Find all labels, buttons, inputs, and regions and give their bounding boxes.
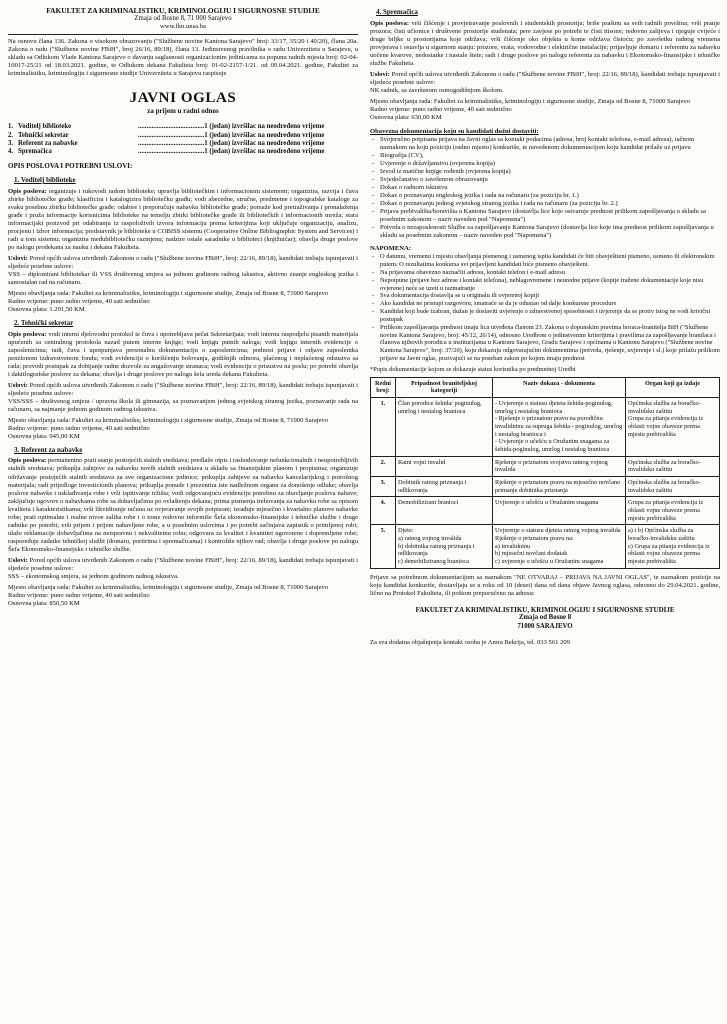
table-header: Pripadnost braniteljskoj kategoriji (396, 377, 493, 397)
footer-faculty-name: FAKULTET ZA KRIMINALISTIKU, KRIMINOLOGIJU I SIGURNOSNE STUDIJE (415, 605, 675, 614)
footer-street: Zmaja od Bosne 8 (518, 614, 572, 622)
position-2-salary: Osnovna plata: 945,00 KM (8, 432, 80, 440)
list-item: - Ako kandidat ne pristupi razgovoru, smatraće se da je odustao od dalje konkursne procedure (370, 300, 720, 308)
position-4-description: Opis poslova: vrši čišćenje i provjetravanje poslovnih i studentskih prostorija; briše prašinu sa svih radnih površina; vrši pranje prozora; čisti učionice i društvene prostorije studenata; pere zavjese po potrebi te čisti itisone; redovno zalijeva i njeguje cvijeće i druge biljke u prostorijama koje održava; vrši čišćenje oko objekta u kome održava čistoću; po završetku radnog vremena provjerava i ostavlja u sigurnom stanju: prozore, vrata, vodovodne i električne instalacije; prijavljuje domaru i referentu za nabavku uočene kvarove, nedostatke i nastale štete; radi i druge poslove po nalogu referenta za nabavku i Ekonomsko-finansijske i tehničke službe Fakulteta. (370, 19, 720, 67)
position-1-conditions: Uslovi: Pored općih uslova utvrđenih Zakonom o radu ("Službene novine FBiH", broj: 22/16, 89/18), kandidati trebaju ispunjavati i sljedeće posebne uslove: (8, 254, 358, 270)
list-item: - Potvrda o nezaposlenosti Službe za zapošljavanje Kantona Sarajevo (dostavlja lice koje ima prednost prilikom zapošljavanja u skladu sa posebnim zakonom – naziv naveden pod "Napomena") (370, 224, 720, 240)
position-2-hours: Radno vrijeme: puno radno vrijeme, 40 sati sedmično (8, 424, 150, 432)
documents-list (370, 136, 720, 240)
footer-contact: Za sva dodatna objašnjenja kontakt osoba je Amra Bekrija, tel. 033 561 209 (370, 638, 570, 646)
page-subtitle: za prijem u radni odnos (147, 106, 219, 115)
table-cell: 3. (371, 476, 396, 496)
table-row (371, 497, 720, 525)
position-2-conditions: Uslovi: Pored općih uslova utvrđenih Zakonom o radu ("Službene novine FBiH", broj: 22/16, 89/18), kandidati trebaju ispunjavati i sljedeće posebne uslove: (8, 381, 358, 397)
table-cell: Član porodice šehida/ poginulog, umrlog i nestalog branioca (396, 397, 493, 456)
table-cell: Uvjerenje o učešću u Oružanim snagama (493, 497, 626, 525)
position-3-location: Mjesto obavljanja rada: Fakultet za kriminalistiku, kriminologiju i sigurnosne studije, Zmaja od Bosne 8, 71000 Sarajevo (8, 583, 329, 591)
position-number: 2. (8, 131, 14, 139)
list-item: - Biografija (CV), (370, 152, 720, 160)
list-item: - Dokaz o poznavanju engleskog jezika i rada na računaru (za poziciju br. 1.) (370, 192, 720, 200)
section-heading: OPIS POSLOVA I POTREBNI USLOVI: (8, 162, 133, 171)
page-title: JAVNI OGLAS (129, 89, 237, 106)
position-3-conditions-detail: SSS – ekonomskog smjera, sa jednom godinom radnog iskustva. (8, 572, 179, 580)
positions-list (8, 123, 358, 156)
right-column (370, 6, 720, 650)
documents-heading: Obavezna dokumentacija koju su kandidati dužni dostaviti: (370, 127, 539, 135)
table-header-row (371, 377, 720, 397)
table-header: Naziv dokaza - dokumenta (493, 377, 626, 397)
intro-paragraph: Na osnovu člana 136. Zakona o visokom obrazovanju ("Službene novine Kantona Sarajevo" broj: 33/17, 35/20 i 40/20), člana 20a. Zakona o radu ("Službene novine FBiH", broj 26/16, 89/18), člana 13. Jedinstvenog pravilnika o radu Univerziteta u Sarajevu, u skladu sa Odlukom Vlade Kantona Sarajevo o davanju saglasnosti organizacionim jedinicama za popunu radnih mjesta broj: 02-04-10017-25/21 od 18.03.2021. godine, te Odlukom dekana Fakulteta broj: 01-02-2157-1/21. od 09.04.2021. godine, Fakultet za kriminalistiku, kriminologiju i sigurnosne studije Univerziteta u Sarajevu raspisuje (8, 38, 358, 78)
position-1-location: Mjesto obavljanja rada: Fakultet za kriminalistiku, kriminologiju i sigurnosne studije, Zmaja od Bosne 8, 71000 Sarajevo (8, 289, 329, 297)
position-item (8, 148, 358, 156)
list-item: - Dokaz o poznavanju jednog svjetskog stranog jezika i rada na računaru (za poziciju br. 2.) (370, 200, 720, 208)
table-cell: Dobitnik ratnog priznanja i odlikovanja (396, 476, 493, 496)
table-row (371, 456, 720, 476)
position-2-location: Mjesto obavljanja rada: Fakultet za kriminalistiku, kriminologiju i sigurnosne studije, Zmaja od Bosne 8, 71000 Sarajevo (8, 416, 329, 424)
position-name: Referent za nabavke (18, 139, 78, 147)
position-3-heading: 3. Referent za nabavke (14, 445, 83, 454)
position-text: .......................................1 (jedan) izvršilac na neodređeno vrijeme (138, 123, 325, 131)
position-4-conditions-detail: NK radnik, sa završenom osmogodišnjom školom. (370, 86, 504, 94)
position-number: 4. (8, 148, 14, 156)
table-header: Organ koji ga izdaje (626, 377, 720, 397)
table-note: *Popis dokumentacije kojom se dokazuje status korisnika po predmetnoj Uredbi (370, 365, 576, 373)
table-cell: 2. (371, 456, 396, 476)
position-text: .......................................1 (jedan) izvršilac na neodređeno vrijeme (138, 148, 325, 156)
left-column (8, 6, 358, 611)
list-item: - Prijava prebivališta/boravišta u Kantonu Sarajevo (dostavlja lice koje ostvaruje prednost prilikom zapošljavanja u skladu sa posebnim zakonom – naziv naveden pod "Napomena") (370, 208, 720, 224)
table-cell: Uvjerenje o statusu djeteta ratnog vojnog invalida Rješenje o priznatom pravu na: a) invalidninu b) mjesečni novčani dodatak c) uvjerenje o učešću u Oružanim snagama (493, 525, 626, 568)
header-divider (8, 34, 358, 35)
faculty-url[interactable]: www.fkn.unsa.ba (160, 23, 206, 31)
list-item: - Sva dokumentacija dostavlja se u originalu ili ovjerenoj kopiji (370, 292, 720, 300)
list-item: - Uvjerenje o državljanstvu (ovjerena kopija) (370, 160, 720, 168)
position-4-heading: 4. Spremačica (376, 8, 418, 16)
position-item (8, 123, 358, 131)
position-number: 1. (8, 123, 14, 131)
faculty-address: Zmaja od Bosne 8, 71 000 Sarajevo (134, 15, 232, 23)
note-list (370, 253, 720, 362)
position-1-hours: Radno vrijeme: puno radno vrijeme, 40 sati sedmično (8, 297, 150, 305)
list-item: - Svojeručno potpisana prijava na Javni oglas sa kontakt podacima (adresa, broj kontakt telefona, e-mail adresa), tačnom naznakom na koju poziciju (radno mjesto) konkuriše, te navedenom dokumentacijom koju kandidat prilaže uz prijavu (370, 136, 720, 152)
table-cell: Općinska služba za boračko-invalidsku zaštitu Grupa za pitanja evidencija iz oblasti vojne obaveze prema mjestu prebivališta (626, 397, 720, 456)
position-name: Spremačica (18, 148, 52, 156)
table-cell: 5. (371, 525, 396, 568)
position-item (8, 140, 358, 148)
table-header: Redni broj: (371, 377, 396, 397)
position-3-salary: Osnovna plata: 850,50 KM (8, 599, 80, 607)
note-heading: NAPOMENA: (370, 245, 412, 253)
table-cell: 4. (371, 497, 396, 525)
position-name: Voditelj biblioteke (18, 123, 72, 131)
list-item: - Nepotpune (prijave bez adrese i kontakt telefona), neblagovremene i neuredne prijave (kopije tražene dokumentacije koje nisu ovjerene) neće se uzeti u razmatranje (370, 277, 720, 293)
position-1-conditions-detail: VSS – diplomirani bibliotekar ili VSS društvenog smjera sa jednom godinom radnog iskustva, aktivno znanje engleskog jezika i samostalan rad na računaru. (8, 270, 358, 286)
position-number: 3. (8, 139, 14, 147)
position-3-description: Opis poslova: permanentno prati stanje postojećih stalnih sredstava; predlaže otpis i rashodovanje nefunkcionalnih i neupotrebljivih stalnih sredstava; prikuplja zahtjeve za nabavku novih stalnih sredstava u skladu sa finansijskim planom i propisima; organizuje održavanje postojećih stalnih sredstava za sve organizacione jedinice; prikuplja zahtjeve za nabavku kancelarijskog i potrošnog materijala; radi prijedloge investicionih planova; prikuplja ponude i prezentira iste nadležnom organu za donošenje odluke; obavlja poslove nabavke i usklađivanja robe i vrši ispitivanje tržišta; vodi odgovarajuću evidenciju potrebnu za obavljanje poslova nabave; zaključuje ugovore o nabavkama robe sa dobavljačima po ovlaštenju dekana; prima pismenja trebovanja za nabavku robe sa opisom kvaliteta i karakteristikama; vrši likvidiranje računa uz ovjeravanje svojih potpisom; izrađuje mjesečno i kvartalno planove nabavke robe; prati optimalne i realne nivoe zaliha robe i o tome redovno informiše Šefa ekonomsko-finansijske i tehničke službe i druge radnike po potrebi; vrši prijem i prijem nabavljene robe, a u posebnim uslovima i po potrebi sačinjava zapisnik o primljenoj robi; ulaže reklamacije dobavljačima na neispravnu i nekvalitetnu robu; odgovara za kvalitet i kvantitet ugovorene i dopremljene robe; raspoređuje zadatke tehničkoj službi (domaru, portirima i spremačicama) i kontroliše njihov rad; obavlja i druge poslove po nalogu Šefa Ekonomsko-finansijske i tehničke službe. (8, 457, 358, 553)
position-2-conditions-detail: VSS/SSS – društvenog smjera / upravna škola ili gimnazija, sa poznavanjem jednog svjetskog stranog jezika, poznavanje rada na računaru, sa najmanje jednom godinom radnog iskustva. (8, 397, 358, 413)
position-2-description: Opis poslova: vodi interni djelovodni protokol te čuva i upotrebljava pečat Sekretarijata; vodi internu raspodjelu pisanih materijala upućenih sa centralnog protokola nazad putem interne knjige; vodi knjigu putnih naloga; vodi knjigu internih evidencije o zaposlenicima; radi, čuva i upotpunjava personalnu dokumentaciju o zaposlenicima; podnosi prijave i odjave zaposlenika penzionom izdravstvenom fondu; vodi evidenciju o korišćenju bolovanja, godišnjih odmora, plaćenog i neplaćenog odsustva sa rada; provodi postupak za dobijanje radne dozvole za angažovanje stranaca; vodi evidenciju o prisustvu na poslu; po potrebi obavlja i daktilografske poslove za dekana; obavlja i druge poslove po nalogu šefa ureda dekana Fakulteta. (8, 330, 358, 378)
list-item: - Svjedočanstvo o završenom obrazovanju (370, 176, 720, 184)
position-4-hours: Radno vrijeme: puno radno vrijeme, 40 sati sedmično (370, 105, 512, 113)
table-cell: 1. (371, 397, 396, 456)
table-cell: Demobilizirani branioci (396, 497, 493, 525)
position-3-conditions: Uslovi: Pored općih uslova utvrđenih Zakonom o radu ("Službene novine FBiH", broj: 22/16, 89/18), kandidati trebaju ispunjavati i sljedeće posebne uslove: (8, 556, 358, 572)
table-cell: Rješenje o priznatom svojstvu ratnog vojnog invalida (493, 456, 626, 476)
table-cell: a) i b) Općinska služba za boračko-invalidsku zaštitu c) Grupa za pitanja evidencija iz oblasti vojne obaveze prema mjestu prebivališta (626, 525, 720, 568)
position-1-salary: Osnovna plata: 1.291,50 KM (8, 305, 85, 313)
veterans-table (370, 377, 720, 569)
table-cell: Općinska služba za boračko-invalidsku zaštitu (626, 476, 720, 496)
position-4-location: Mjesto obavljanja rada: Fakultet za kriminalistiku, kriminologiju i sigurnosne studije, Zmaja od Bosne 8, 71000 Sarajevo (370, 97, 691, 105)
position-text: .......................................1 (jedan) izvršilac na neodređeno vrijeme (138, 139, 325, 147)
position-3-hours: Radno vrijeme: puno radno vrijeme, 40 sati sedmično (8, 591, 150, 599)
table-cell: Općinska služba za boračko-invalidsku zaštitu (626, 456, 720, 476)
position-name: Tehnički sekretar (18, 131, 69, 139)
table-cell: Rješenje o priznatom pravu na mjesečno novčano primanje dobitnika priznanja (493, 476, 626, 496)
position-4-salary: Osnovna plata: 630,00 KM (370, 113, 442, 121)
list-item: - Na prijavama obavezno naznačiti adresu, kontakt telefon i e-mail adresu (370, 269, 720, 277)
list-item: - Prilikom zapošljavanja prednost imaju lica utvrđena članom 23. Zakona o dopunskim pravima boraca-branitelja BiH ("Službene novine Kantona Sarajevo, broj: 45/12, 26/14), odnosno Uredbom o jedinstvenim kriterijima i pravilima za zapošljavanje branilaca i članova njihovih porodica u institucijama u Kantonu Sarajevo, Gradu Sarajevo i općinama u Kantonu Sarajevo ("Službene novine Kantona Sarajevo", broj: 37/20), koju dokazuju odgovarajućim dokumentima (potvrda, rješenje, uvjerenje i sl.) koje prilažu prilikom prijave na Javni oglas, pozivajući se na poseban zakon po kojem imaju prednost (370, 324, 720, 363)
table-cell: Djete: a) ratnog vojnog invalida b) dobitnika ratnog priznanja i odlikovanja c) demobiliziranog branioca (396, 525, 493, 568)
footer-city: 71000 SARAJEVO (517, 622, 573, 630)
position-item (8, 132, 358, 140)
table-row (371, 476, 720, 496)
table-row (371, 397, 720, 456)
position-2-heading: 2. Tehnički sekretar (14, 318, 74, 327)
table-cell: Grupa za pitanja evidencija iz oblasti vojne obaveze prema mjestu prebivališta (626, 497, 720, 525)
table-cell: Ratni vojni invalid (396, 456, 493, 476)
list-item: - O datumu, vremenu i mjestu obavljanja pismenog i usmenog ispita kandidati će biti obavještteni pismeno, usmeno ili elektronskim putem. O rezultatima konkursa svi prijavljeni kandidati biće pismeno obavješteni. (370, 253, 720, 269)
position-1-description: Opis poslova: organizuje i rukovodi radom biblioteke; upravlja bibliotečkim i informacionim sistemom; organizira, razvija i čuva zbirke bibliotečke građe; klasificira i katalogizira bibliotečku građu; vodi abecedne, stručne, predmetne i topografske kataloge za svaku posebnu zbirku bibliotečke građe; odabire i preporučuje nabavku bibliotečke građe; pomaže kod pretraživanja i pronalaženja građe i pruža informacije korisnicima biblioteke na temelju zbirki bibliotečke građe ili bibliotečkih i informacionih mreža; stara informacijski proizvod pri odabiranju iz raspoloživih izvora informacija prema kriterijima koji uključuje organizaciju, analizu, procjenu i izbor informacija; predstavnik je biblioteke u COBISS sistemu (Cooperative Online Bibliographic System and Services) i radi u tom sistemu; organizira međubibliotečku razmjenu; nadzire ostale saradnike u biblioteci (knjižničar); obavlja druge poslove po nalogu prodekana za nauku i dekana Fakulteta. (8, 187, 358, 251)
table-row (371, 525, 720, 568)
closing-paragraph: Prijave sa potrebnom dokumentacijom sa naznakom "NE OTVARAJ – PRIJAVA NA JAVNI OGLAS", te naznakom pozicije na koju kandidat konkuriše, dostavljaju se u roku od 10 (deset) dana od dana objave Javnog oglasa, odnosno do 29.04.2021. godine, lično na Protokol Fakulteta, ili poštom preporučeno na adresu: (370, 573, 720, 597)
position-text: .......................................1 (jedan) izvršilac na neodređeno vrijeme (138, 131, 325, 139)
list-item: - Kandidat koji bude izabran, dužan je dostaviti uvjerenje o zdravstvenoj sposobnosti i uvjerenje da se protiv istog ne vodi krivični postupak (370, 308, 720, 324)
faculty-header: FAKULTET ZA KRIMINALISTIKU, KRIMINOLOGIJU I SIGURNOSNE STUDIJE (46, 6, 320, 15)
table-cell: - Uvjerenje o statusu djeteta šehida-poginulog, umrlog i nestalog branioca - Rješenje o priznatom pravu na porodičnu invalidninu za supruga šehida - poginulog, umrlog i nestalog branioca i - Uvjerenje o učešću u Oružanim snagama za šehida-poginulog, umrlog i nestalog branioca (493, 397, 626, 456)
list-item: - Dokaz o radnom iskustvu (370, 184, 720, 192)
list-item: - Izvod iz matične knjige rođenih (ovjerena kopija) (370, 168, 720, 176)
position-4-conditions: Uslovi: Pored općih uslova utvrđenih Zakonom o radu ("Službene novine FBiH", broj: 22/16, 89/18), kandidati trebaju ispunjavati i sljedeće posebne uslove: (370, 70, 720, 86)
position-1-heading: 1. Voditelj biblioteke (14, 175, 76, 184)
